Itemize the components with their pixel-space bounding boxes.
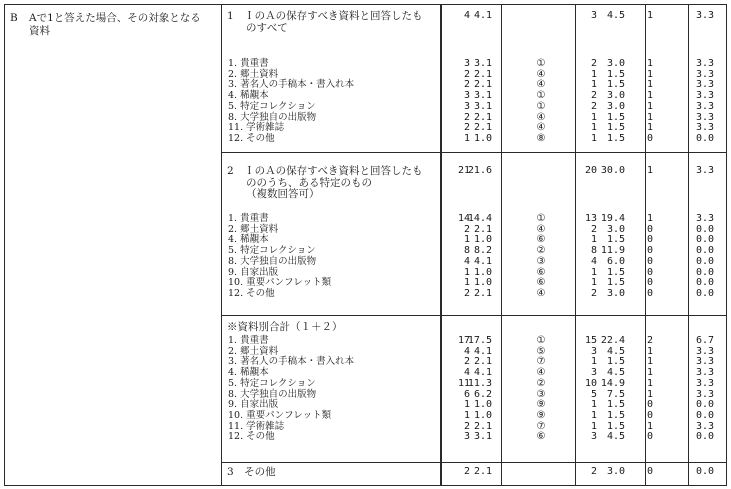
section-s4-total-cell: 0.0 (695, 466, 714, 477)
row-value-cell: 1.5 (606, 420, 625, 432)
row-value-cell: 3.3 (695, 100, 714, 112)
row-value-cell: 0.0 (695, 431, 714, 443)
section-s1-total-cell: 3.3 (695, 10, 714, 21)
row-value-cell: 1 (590, 409, 597, 421)
row-value-cell: 3.1 (473, 100, 492, 112)
row-label: 8. 大学独自の出版物 (228, 111, 317, 123)
row-value-cell: 2 (463, 223, 470, 235)
row-value-cell: 1 (590, 420, 597, 432)
section-s4-total-cell: 2 (590, 466, 597, 477)
rank-mark: ④ (536, 367, 546, 379)
row-value-cell: 0 (646, 399, 653, 411)
row-value-cell: 3.0 (606, 58, 625, 69)
rank-mark: ⑦ (536, 356, 546, 368)
rank-mark: ⑨ (536, 409, 546, 421)
rank-mark: ⑧ (536, 132, 546, 144)
rank-mark: ④ (536, 111, 546, 123)
section-b-description-line1: Aで1と答えた場合、その対象となる (29, 12, 201, 24)
rank-mark: ⑥ (536, 234, 546, 246)
section-s4-total-cell: 3.0 (606, 466, 625, 477)
row-value-cell: 2 (590, 100, 597, 112)
column-divider-3 (501, 4, 502, 486)
row-value-cell: 2 (463, 111, 470, 123)
row-label: 1. 貴重書 (228, 213, 269, 224)
row-value-cell: 0 (646, 277, 653, 289)
section-b-description-line2: 資料 (29, 25, 50, 37)
row-value-cell: 1 (646, 90, 653, 102)
row-value-cell: 13 (584, 213, 597, 224)
row-label: 2. 郷土資料 (228, 345, 279, 357)
row-value-cell: 22.4 (600, 335, 625, 346)
rank-mark: ② (536, 377, 546, 389)
rank-mark: ⑦ (536, 420, 546, 432)
row-label: 8. 大学独自の出版物 (228, 388, 317, 400)
row-value-cell: 15 (584, 335, 597, 346)
section-s4-title-line-1: 3 その他 (227, 466, 276, 478)
section-s2-total-cell: 1 (646, 165, 653, 176)
row-value-cell: 0 (646, 266, 653, 278)
row-value-cell: 3.3 (695, 58, 714, 69)
row-label: 11. 学術雑誌 (228, 122, 285, 134)
row-label: 8. 大学独自の出版物 (228, 255, 317, 267)
table-right-border (726, 4, 727, 486)
row-value-cell: 1 (646, 58, 653, 69)
row-value-cell: 1 (646, 420, 653, 432)
row-value-cell: 3.3 (695, 213, 714, 224)
row-value-cell: 2.1 (473, 223, 492, 235)
row-value-cell: 19.4 (600, 213, 625, 224)
section-s2-title-line-2: ののうち、ある特定のもの (246, 176, 372, 189)
row-value-cell: 3 (590, 367, 597, 379)
row-value-cell: 11.9 (600, 245, 625, 257)
row-value-cell: 2 (463, 420, 470, 432)
row-value-cell: 1.5 (606, 79, 625, 91)
row-value-cell: 2 (463, 79, 470, 91)
row-value-cell: 1 (646, 377, 653, 389)
row-value-cell: 1.5 (606, 409, 625, 421)
row-label: 5. 特定コレクション (228, 245, 316, 257)
row-value-cell: 2.1 (473, 111, 492, 123)
row-value-cell: 0.0 (695, 277, 714, 289)
row-value-cell: 3 (463, 431, 470, 443)
row-value-cell: 1.5 (606, 132, 625, 144)
row-label: 4. 稀覯本 (228, 234, 269, 246)
row-value-cell: 4.1 (473, 345, 492, 357)
row-value-cell: 8 (463, 245, 470, 257)
row-value-cell: 0.0 (695, 255, 714, 267)
row-value-cell: 1.5 (606, 234, 625, 246)
row-value-cell: 2 (590, 223, 597, 235)
row-value-cell: 2 (646, 335, 653, 346)
row-value-cell: 2 (463, 122, 470, 134)
row-value-cell: 1 (463, 399, 470, 411)
row-label: 2. 郷土資料 (228, 68, 279, 80)
row-value-cell: 1 (590, 111, 597, 123)
row-value-cell: 2 (463, 68, 470, 80)
row-value-cell: 1 (646, 367, 653, 379)
row-value-cell: 1.0 (473, 409, 492, 421)
row-label: 11. 学術雑誌 (228, 420, 285, 432)
rank-mark: ① (536, 100, 546, 112)
row-value-cell: 3.3 (695, 79, 714, 91)
row-value-cell: 2 (590, 58, 597, 69)
row-label: 10. 重要パンフレット類 (228, 277, 332, 289)
section-s2-total-cell: 20 (584, 165, 597, 176)
row-label: 9. 自家出版 (228, 399, 279, 411)
row-value-cell: 17.5 (467, 335, 492, 346)
row-value-cell: 0 (646, 287, 653, 299)
section-s4-total-cell: 2.1 (473, 466, 492, 477)
row-value-cell: 6 (463, 388, 470, 400)
row-value-cell: 1.5 (606, 111, 625, 123)
row-value-cell: 3.0 (606, 100, 625, 112)
row-value-cell: 4 (463, 367, 470, 379)
row-value-cell: 1 (463, 132, 470, 144)
row-value-cell: 1 (590, 234, 597, 246)
row-value-cell: 4 (590, 255, 597, 267)
row-value-cell: 0.0 (695, 132, 714, 144)
section-b-label: B (10, 12, 18, 24)
row-label: 1. 貴重書 (228, 58, 269, 69)
row-value-cell: 3.1 (473, 431, 492, 443)
row-value-cell: 0 (646, 223, 653, 235)
row-label: 1. 貴重書 (228, 335, 269, 346)
row-value-cell: 1.5 (606, 399, 625, 411)
row-value-cell: 1.5 (606, 277, 625, 289)
row-value-cell: 3.0 (606, 90, 625, 102)
row-value-cell: 1 (463, 234, 470, 246)
section-s4-total-cell: 0 (646, 466, 653, 477)
row-value-cell: 1 (646, 111, 653, 123)
row-value-cell: 8.2 (473, 245, 492, 257)
row-value-cell: 14 (457, 213, 470, 224)
row-value-cell: 1 (646, 213, 653, 224)
row-value-cell: 0 (646, 431, 653, 443)
row-value-cell: 1.0 (473, 234, 492, 246)
row-value-cell: 6.0 (606, 255, 625, 267)
row-value-cell: 1 (590, 79, 597, 91)
row-value-cell: 2.1 (473, 356, 492, 368)
row-value-cell: 14.4 (467, 213, 492, 224)
row-value-cell: 1.5 (606, 266, 625, 278)
row-value-cell: 1.0 (473, 277, 492, 289)
row-value-cell: 3 (590, 431, 597, 443)
rank-mark: ② (536, 245, 546, 257)
rank-mark: ① (536, 58, 546, 69)
row-value-cell: 1.5 (606, 122, 625, 134)
row-value-cell: 4 (463, 345, 470, 357)
row-value-cell: 1.0 (473, 399, 492, 411)
row-label: 5. 特定コレクション (228, 100, 316, 112)
row-value-cell: 2 (590, 90, 597, 102)
row-value-cell: 3 (463, 100, 470, 112)
section-s1-total-cell: 4 (463, 10, 470, 21)
row-value-cell: 0 (646, 132, 653, 144)
section-s1-total-cell: 3 (590, 10, 597, 21)
row-value-cell: 4.5 (606, 431, 625, 443)
row-value-cell: 10 (584, 377, 597, 389)
row-value-cell: 4.1 (473, 255, 492, 267)
section-s2-total-cell: 21 (457, 165, 470, 176)
row-value-cell: 3.1 (473, 90, 492, 102)
rank-mark: ④ (536, 223, 546, 235)
row-value-cell: 1 (646, 356, 653, 368)
row-label: 3. 著名人の手稿本・書入れ本 (228, 356, 355, 368)
row-value-cell: 2.1 (473, 287, 492, 299)
section-s1-total-cell: 1 (646, 10, 653, 21)
row-value-cell: 3.3 (695, 345, 714, 357)
row-value-cell: 2.1 (473, 79, 492, 91)
row-value-cell: 0.0 (695, 409, 714, 421)
section-s1-total-cell: 4.5 (606, 10, 625, 21)
section-s4-total-cell: 2 (463, 466, 470, 477)
row-label: 3. 著名人の手稿本・書入れ本 (228, 79, 355, 91)
row-value-cell: 1.0 (473, 266, 492, 278)
row-value-cell: 4 (463, 255, 470, 267)
row-label: 12. その他 (228, 132, 275, 144)
row-value-cell: 0.0 (695, 287, 714, 299)
row-value-cell: 3.0 (606, 287, 625, 299)
row-value-cell: 1 (590, 68, 597, 80)
section-divider-s3 (221, 462, 726, 463)
row-value-cell: 0.0 (695, 266, 714, 278)
rank-mark: ① (536, 335, 546, 346)
row-value-cell: 4.5 (606, 345, 625, 357)
table-bottom-border (4, 485, 727, 486)
row-label: 12. その他 (228, 431, 275, 443)
row-value-cell: 1 (590, 399, 597, 411)
row-value-cell: 11 (457, 377, 470, 389)
section-s2-title-line-1: 2 ＩのＡの保存すべき資料と回答したも (227, 165, 423, 177)
row-label: 2. 郷土資料 (228, 223, 279, 235)
row-value-cell: 14.9 (600, 377, 625, 389)
row-value-cell: 1 (646, 68, 653, 80)
row-value-cell: 3.3 (695, 377, 714, 389)
row-value-cell: 3.3 (695, 68, 714, 80)
section-divider-s2 (221, 315, 726, 316)
section-s1-title-line-2: のすべて (246, 21, 288, 34)
row-value-cell: 0 (646, 255, 653, 267)
row-value-cell: 1 (590, 266, 597, 278)
section-divider-s1 (221, 152, 726, 153)
row-value-cell: 3.3 (695, 367, 714, 379)
row-value-cell: 1.5 (606, 356, 625, 368)
section-s2-total-cell: 21.6 (467, 165, 492, 176)
row-value-cell: 3.3 (695, 111, 714, 123)
rank-mark: ⑥ (536, 266, 546, 278)
row-value-cell: 1 (590, 132, 597, 144)
row-value-cell: 2 (590, 287, 597, 299)
row-value-cell: 1 (463, 409, 470, 421)
row-value-cell: 11.3 (467, 377, 492, 389)
row-value-cell: 3.1 (473, 58, 492, 69)
row-value-cell: 1 (646, 100, 653, 112)
rank-mark: ⑨ (536, 399, 546, 411)
row-value-cell: 3 (463, 90, 470, 102)
row-label: 5. 特定コレクション (228, 377, 316, 389)
row-value-cell: 3.3 (695, 420, 714, 432)
section-s1-title-line-1: 1 ＩのＡの保存すべき資料と回答したも (227, 10, 423, 22)
section-s2-title-line-3: （複数回答可） (246, 188, 320, 200)
row-value-cell: 1 (646, 79, 653, 91)
row-value-cell: 1.0 (473, 132, 492, 144)
rank-mark: ④ (536, 68, 546, 80)
section-s2-total-cell: 30.0 (600, 165, 625, 176)
row-value-cell: 3.3 (695, 356, 714, 368)
rank-mark: ⑥ (536, 277, 546, 289)
row-value-cell: 2.1 (473, 420, 492, 432)
row-value-cell: 3 (590, 345, 597, 357)
row-value-cell: 1 (590, 356, 597, 368)
row-value-cell: 6.7 (695, 335, 714, 346)
row-value-cell: 1 (590, 277, 597, 289)
rank-mark: ④ (536, 122, 546, 134)
row-value-cell: 1 (646, 345, 653, 357)
row-value-cell: 17 (457, 335, 470, 346)
row-value-cell: 0.0 (695, 234, 714, 246)
row-value-cell: 3.3 (695, 122, 714, 134)
row-value-cell: 8 (590, 245, 597, 257)
rank-mark: ④ (536, 79, 546, 91)
row-value-cell: 0 (646, 409, 653, 421)
row-value-cell: 1 (646, 122, 653, 134)
row-value-cell: 1 (463, 266, 470, 278)
row-value-cell: 0.0 (695, 399, 714, 411)
row-value-cell: 2 (463, 356, 470, 368)
rank-mark: ⑥ (536, 431, 546, 443)
row-value-cell: 0.0 (695, 245, 714, 257)
row-label: 10. 重要パンフレット類 (228, 409, 332, 421)
row-value-cell: 4.1 (473, 367, 492, 379)
column-divider-1 (221, 4, 222, 486)
rank-mark: ④ (536, 287, 546, 299)
rank-mark: ③ (536, 255, 546, 267)
section-s1-total-cell: 4.1 (473, 10, 492, 21)
row-value-cell: 1 (463, 277, 470, 289)
row-value-cell: 2.1 (473, 122, 492, 134)
rank-mark: ③ (536, 388, 546, 400)
row-value-cell: 0 (646, 234, 653, 246)
row-value-cell: 4.5 (606, 367, 625, 379)
row-value-cell: 1.5 (606, 68, 625, 80)
row-value-cell: 7.5 (606, 388, 625, 400)
section-s3-title-line-1: ※資料別合計（１＋２） (227, 321, 343, 333)
row-value-cell: 0 (646, 245, 653, 257)
row-value-cell: 2 (463, 287, 470, 299)
row-value-cell: 6.2 (473, 388, 492, 400)
row-label: 9. 自家出版 (228, 266, 279, 278)
row-value-cell: 3.3 (695, 388, 714, 400)
row-value-cell: 1 (646, 388, 653, 400)
row-value-cell: 2.1 (473, 68, 492, 80)
rank-mark: ⑤ (536, 345, 546, 357)
row-label: 4. 稀覯本 (228, 367, 269, 379)
table-left-border (4, 4, 5, 486)
row-value-cell: 3 (463, 58, 470, 69)
row-label: 12. その他 (228, 287, 275, 299)
table-top-border (4, 4, 727, 5)
row-value-cell: 3.0 (606, 223, 625, 235)
row-value-cell: 1 (590, 122, 597, 134)
section-s2-total-cell: 3.3 (695, 165, 714, 176)
row-value-cell: 0.0 (695, 223, 714, 235)
row-label: 4. 稀覯本 (228, 90, 269, 102)
row-value-cell: 5 (590, 388, 597, 400)
row-value-cell: 3.3 (695, 90, 714, 102)
rank-mark: ① (536, 90, 546, 102)
rank-mark: ① (536, 213, 546, 224)
